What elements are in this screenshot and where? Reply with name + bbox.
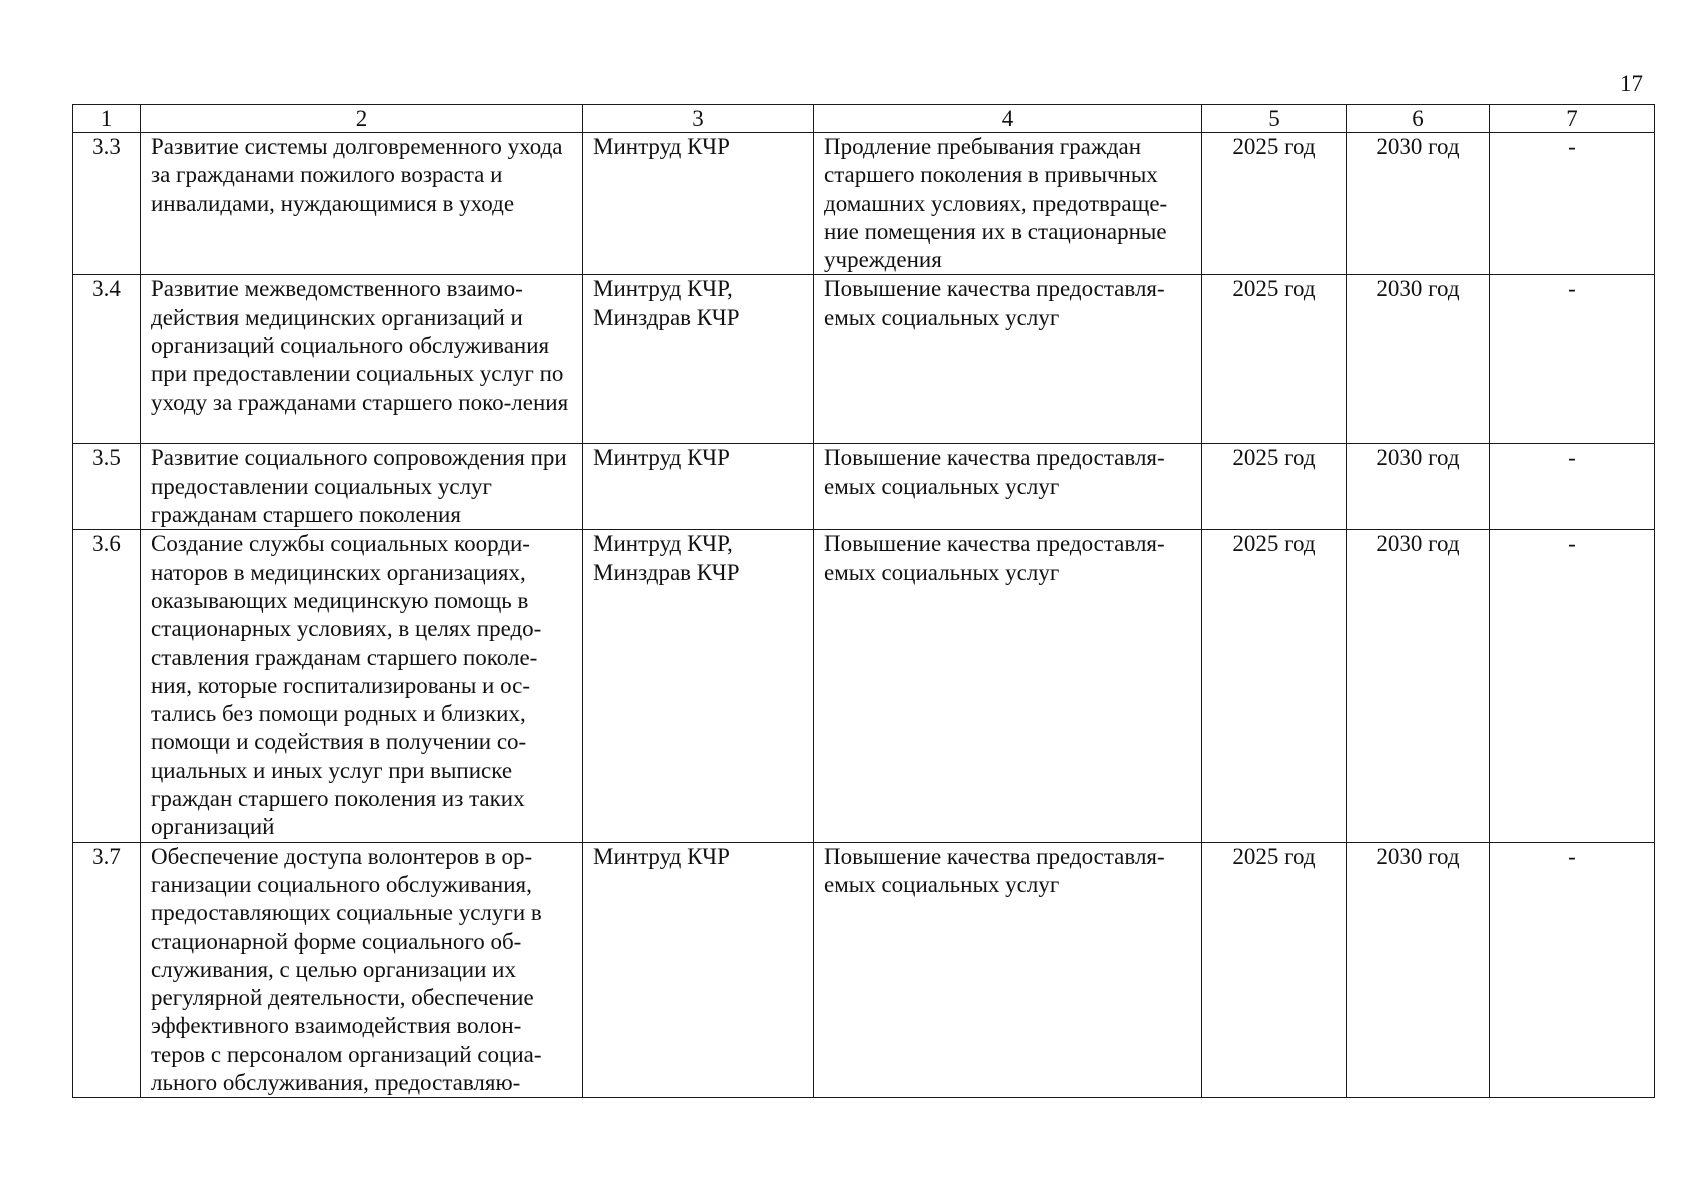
expected-result: Повышение качества предоставля-емых социальных услуг [814, 842, 1202, 1098]
action-plan-table [72, 104, 1655, 1098]
column-header-5: 5 [1202, 105, 1347, 133]
measure-title: Развитие социального сопровождения при предоставлении социальных услуг гражданам старшего поколения [141, 444, 583, 530]
end-year: 2030 год [1347, 444, 1490, 530]
responsible-executor: Минтруд КЧР, Минздрав КЧР [583, 275, 814, 444]
table-row [73, 444, 1655, 530]
column-header-2: 2 [141, 105, 583, 133]
note-cell: - [1490, 444, 1655, 530]
measure-title: Обеспечение доступа волонтеров в ор-ганизации социального обслуживания, предоставляющих социальные услуги в стационарной форме социального об-служивания, с целью организации их регулярной деятельности, обеспечение эффективного взаимодействия волон-теров с персоналом организаций социа-льного обслуживания, предоставляю- [141, 842, 583, 1098]
measure-title: Создание службы социальных коорди-наторов в медицинских организациях, оказывающих медицинскую помощь в стационарных условиях, в целях предо-ставления гражданам старшего поколе-ния, которые госпитализированы и ос-тались без помощи родных и близких, помощи и содействия в получении со-циальных и иных услуг при выписке граждан старшего поколения из таких организаций [141, 530, 583, 842]
table-row [73, 530, 1655, 842]
responsible-executor: Минтруд КЧР [583, 444, 814, 530]
column-header-3: 3 [583, 105, 814, 133]
responsible-executor: Минтруд КЧР, Минздрав КЧР [583, 530, 814, 842]
start-year: 2025 год [1202, 444, 1347, 530]
table-row [73, 275, 1655, 444]
end-year: 2030 год [1347, 530, 1490, 842]
expected-result: Повышение качества предоставля-емых социальных услуг [814, 444, 1202, 530]
expected-result: Повышение качества предоставля-емых социальных услуг [814, 530, 1202, 842]
end-year: 2030 год [1347, 842, 1490, 1098]
start-year: 2025 год [1202, 133, 1347, 275]
start-year: 2025 год [1202, 275, 1347, 444]
row-number: 3.3 [73, 133, 141, 275]
start-year: 2025 год [1202, 530, 1347, 842]
page-number: 17 [1620, 71, 1643, 96]
row-number: 3.7 [73, 842, 141, 1098]
start-year: 2025 год [1202, 842, 1347, 1098]
column-header-6: 6 [1347, 105, 1490, 133]
measure-title: Развитие системы долговременного ухода за гражданами пожилого возраста и инвалидами, нуждающимися в уходе [141, 133, 583, 275]
table-header-row [73, 105, 1655, 133]
responsible-executor: Минтруд КЧР [583, 842, 814, 1098]
expected-result: Продление пребывания граждан старшего поколения в привычных домашних условиях, предотвраще-ние помещения их в стационарные учреждения [814, 133, 1202, 275]
expected-result: Повышение качества предоставля-емых социальных услуг [814, 275, 1202, 444]
row-number: 3.5 [73, 444, 141, 530]
note-cell: - [1490, 275, 1655, 444]
note-cell: - [1490, 133, 1655, 275]
column-header-4: 4 [814, 105, 1202, 133]
row-number: 3.6 [73, 530, 141, 842]
end-year: 2030 год [1347, 133, 1490, 275]
note-cell: - [1490, 842, 1655, 1098]
table-row [73, 133, 1655, 275]
column-header-1: 1 [73, 105, 141, 133]
table-row [73, 842, 1655, 1098]
column-header-7: 7 [1490, 105, 1655, 133]
measure-title: Развитие межведомственного взаимо-действия медицинских организаций и организаций социального обслуживания при предоставлении социальных услуг по уходу за гражданами старшего поко-ления [141, 275, 583, 444]
row-number: 3.4 [73, 275, 141, 444]
end-year: 2030 год [1347, 275, 1490, 444]
responsible-executor: Минтруд КЧР [583, 133, 814, 275]
note-cell: - [1490, 530, 1655, 842]
